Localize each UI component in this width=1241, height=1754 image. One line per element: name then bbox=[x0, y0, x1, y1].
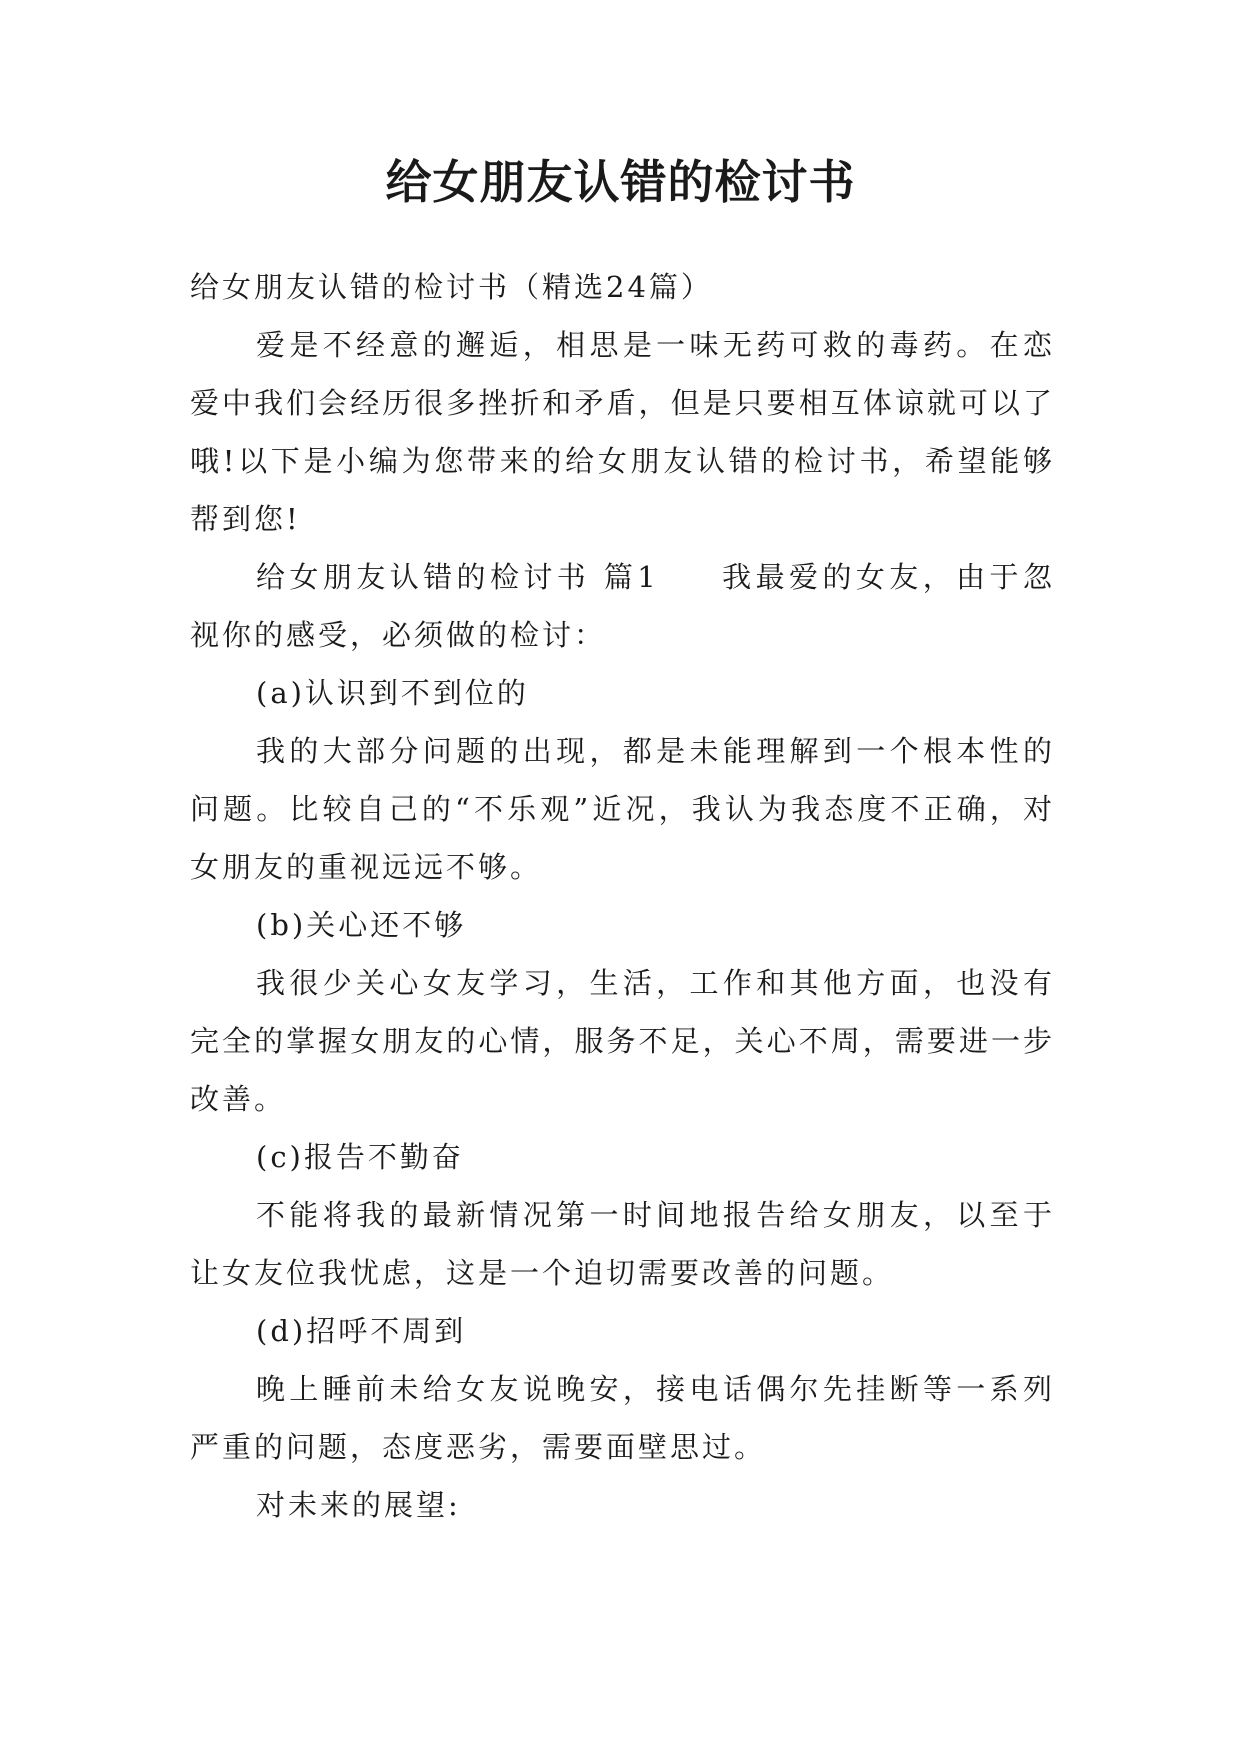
future-outlook: 对未来的展望: bbox=[256, 1488, 461, 1522]
point-c-paragraph: 不能将我的最新情况第一时间地报告给女朋友，以至于让女友位我忧虑，这是一个迫切需要改善的问题。 bbox=[190, 1198, 1055, 1290]
point-b-heading: (b)关心还不够 bbox=[256, 908, 467, 942]
point-a-paragraph: 我的大部分问题的出现，都是未能理解到一个根本性的问题。比较自己的“不乐观”近况，我认为我态度不正确，对女朋友的重视远远不够。 bbox=[190, 734, 1055, 884]
point-c-heading: (c)报告不勤奋 bbox=[256, 1140, 464, 1174]
point-b-paragraph: 我很少关心女友学习，生活，工作和其他方面，也没有完全的掌握女朋友的心情，服务不足，关心不周，需要进一步改善。 bbox=[190, 966, 1055, 1116]
document-title: 给女朋友认错的检讨书 bbox=[385, 155, 856, 209]
point-a-heading: (a)认识到不到位的 bbox=[256, 676, 529, 710]
point-d-heading: (d)招呼不周到 bbox=[256, 1314, 467, 1348]
section-1-paragraph bbox=[190, 548, 1055, 664]
document-body bbox=[190, 258, 1055, 1534]
section-opening: 我最爱的女友，由于忽视你的感受，必须做的检讨： bbox=[190, 560, 1055, 652]
section-heading: 给女朋友认错的检讨书 篇1 bbox=[256, 560, 659, 594]
document-subtitle: 给女朋友认错的检讨书（精选24篇） bbox=[190, 270, 713, 304]
point-d-paragraph: 晚上睡前未给女友说晚安，接电话偶尔先挂断等一系列严重的问题，态度恶劣，需要面壁思过。 bbox=[190, 1372, 1055, 1464]
intro-paragraph: 爱是不经意的邂逅，相思是一味无药可救的毒药。在恋爱中我们会经历很多挫折和矛盾，但是只要相互体谅就可以了哦!以下是小编为您带来的给女朋友认错的检讨书，希望能够帮到您! bbox=[190, 328, 1055, 536]
